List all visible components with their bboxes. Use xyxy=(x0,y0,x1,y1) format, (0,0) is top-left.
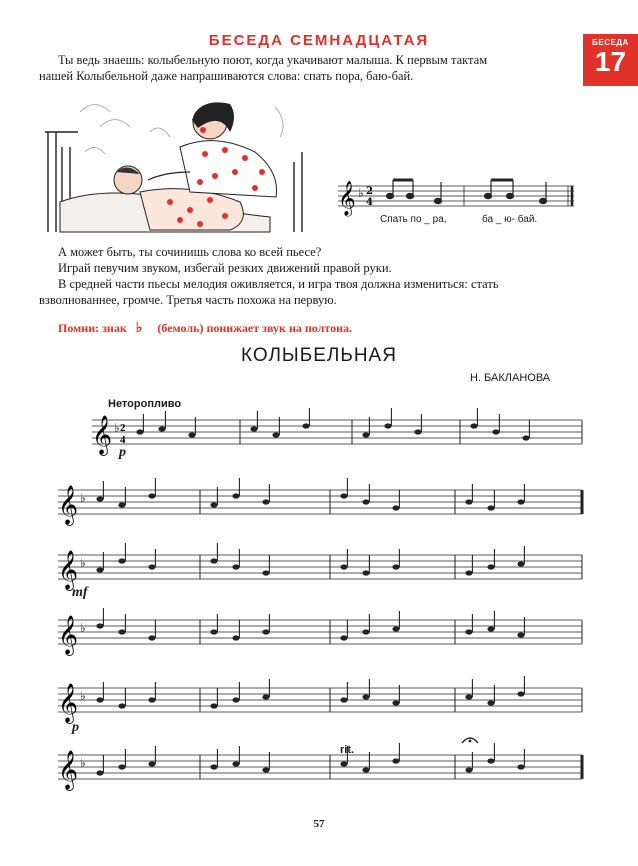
note-head xyxy=(210,703,217,708)
composer-name: Н. БАКЛАНОВА xyxy=(470,372,551,384)
note-head xyxy=(362,499,369,504)
note-head xyxy=(210,629,217,634)
note-head xyxy=(232,635,239,640)
song-title: КОЛЫБЕЛЬНАЯ xyxy=(241,345,397,366)
note-head xyxy=(158,426,165,431)
page-number: 57 xyxy=(313,818,325,830)
note-head xyxy=(465,629,472,634)
staff-4 xyxy=(58,608,582,656)
note-head xyxy=(465,767,472,772)
note-head xyxy=(517,632,524,637)
staff-3 xyxy=(58,543,582,591)
treble-clef-icon: 𝄞 xyxy=(92,415,113,455)
tempo-marking: Неторопливо xyxy=(108,398,182,410)
note-head xyxy=(118,703,125,708)
note-head xyxy=(262,570,269,575)
score xyxy=(0,405,638,805)
flat-sign-icon: ♭ xyxy=(135,321,143,336)
note-head xyxy=(487,700,494,705)
key-flat-icon: ♭ xyxy=(80,621,86,635)
note-head xyxy=(522,435,529,440)
dynamic-mf: mf xyxy=(72,585,88,600)
note-head xyxy=(517,691,524,696)
lullaby-illustration xyxy=(40,92,310,237)
note-head xyxy=(362,767,369,772)
note-head xyxy=(392,758,399,763)
note-head xyxy=(148,635,155,640)
body-line-3: В средней части пьесы мелодия оживляется, и игра твоя должна измениться: стать xyxy=(58,277,499,291)
note-head xyxy=(340,564,347,569)
note-head xyxy=(487,505,494,510)
note-head xyxy=(118,764,125,769)
note-head xyxy=(392,700,399,705)
staff-5 xyxy=(58,676,582,724)
note-head xyxy=(392,505,399,510)
badge-number: 17 xyxy=(594,46,627,77)
remember-part-b: (бемоль) понижает звук на полтона. xyxy=(157,321,352,335)
body-text xyxy=(39,244,584,308)
note-head xyxy=(210,764,217,769)
note-head xyxy=(362,694,369,699)
note-head xyxy=(340,635,347,640)
note-head xyxy=(487,564,494,569)
treble-clef-icon: 𝄞 xyxy=(58,485,79,525)
note-head xyxy=(392,626,399,631)
note-head xyxy=(188,432,195,437)
note-head xyxy=(470,423,477,428)
note-head xyxy=(96,496,103,501)
note-head xyxy=(302,423,309,428)
body-line-2: Играй певучим звуком, избегай резких движений правой руки. xyxy=(58,261,392,275)
note-head xyxy=(250,426,257,431)
staff-2 xyxy=(58,478,582,526)
note-head xyxy=(96,697,103,702)
note-head xyxy=(148,493,155,498)
note-head xyxy=(362,432,369,437)
body-line-1: А может быть, ты сочинишь слова ко всей пьесе? xyxy=(58,245,322,259)
note-head xyxy=(487,626,494,631)
note-head xyxy=(272,432,279,437)
note-head xyxy=(340,697,347,702)
key-flat-icon: ♭ xyxy=(80,689,86,703)
note-head xyxy=(340,493,347,498)
svg-text:2: 2 xyxy=(366,186,373,197)
note-head xyxy=(210,502,217,507)
note-head xyxy=(362,570,369,575)
note-head xyxy=(492,429,499,434)
badge-label: БЕСЕДА xyxy=(592,38,629,47)
svg-text:2: 2 xyxy=(120,422,126,434)
example-staff xyxy=(338,172,578,224)
treble-clef-icon: 𝄞 xyxy=(58,750,79,790)
lyric-left: Спать по _ ра, xyxy=(380,214,447,225)
lyric-right: ба _ ю- бай. xyxy=(482,214,538,225)
note-head xyxy=(414,429,421,434)
staff-6 xyxy=(58,743,582,791)
note-head xyxy=(517,561,524,566)
fermata-dot xyxy=(469,740,472,743)
dynamic-p-1: p xyxy=(119,445,126,460)
note-head xyxy=(148,564,155,569)
note-head xyxy=(96,770,103,775)
note-head xyxy=(232,697,239,702)
note-head xyxy=(118,502,125,507)
note-head xyxy=(148,697,155,702)
staff-1 xyxy=(92,408,582,456)
svg-text:4: 4 xyxy=(120,434,126,446)
note-head xyxy=(262,767,269,772)
note-head xyxy=(96,567,103,572)
intro-line-2: нашей Колыбельной даже напрашиваются слова: спать пора, баю-бай. xyxy=(39,69,414,83)
intro-line-1: Ты ведь знаешь: колыбельную поют, когда укачивают малыша. К первым тактам xyxy=(58,53,488,67)
key-flat-icon: ♭ xyxy=(114,421,120,435)
note-head xyxy=(465,499,472,504)
note-head xyxy=(210,558,217,563)
key-flat-icon: ♭ xyxy=(80,556,86,570)
note-head xyxy=(262,629,269,634)
ritardando-marking: rit. xyxy=(340,744,355,756)
svg-text:4: 4 xyxy=(366,197,373,208)
key-flat-icon: ♭ xyxy=(80,491,86,505)
dynamic-p-2: p xyxy=(72,720,79,735)
note-head xyxy=(232,564,239,569)
chapter-badge xyxy=(583,34,638,86)
section-title: БЕСЕДА СЕМНАДЦАТАЯ xyxy=(208,32,430,49)
note-head xyxy=(148,761,155,766)
svg-text:𝄞: 𝄞 xyxy=(338,181,356,216)
svg-text:♭: ♭ xyxy=(358,186,364,200)
treble-clef-icon: 𝄞 xyxy=(58,550,79,590)
note-head xyxy=(118,558,125,563)
note-head xyxy=(232,761,239,766)
note-head xyxy=(465,694,472,699)
note-head xyxy=(517,499,524,504)
note-head xyxy=(384,423,391,428)
remember-part-a: Помни: знак xyxy=(58,321,127,335)
note-head xyxy=(340,761,347,766)
treble-clef-icon: 𝄞 xyxy=(58,615,79,655)
note-head xyxy=(487,758,494,763)
remember-note xyxy=(58,320,352,337)
note-head xyxy=(262,499,269,504)
body-line-4: взволнованнее, громче. Третья часть похожа на первую. xyxy=(39,293,337,307)
note-head xyxy=(392,564,399,569)
note-head xyxy=(262,694,269,699)
note-head xyxy=(118,629,125,634)
treble-clef-icon: 𝄞 xyxy=(58,683,79,723)
note-head xyxy=(96,623,103,628)
note-head xyxy=(517,764,524,769)
note-head xyxy=(232,493,239,498)
note-head xyxy=(136,429,143,434)
key-flat-icon: ♭ xyxy=(80,756,86,770)
note-head xyxy=(465,570,472,575)
note-head xyxy=(362,629,369,634)
